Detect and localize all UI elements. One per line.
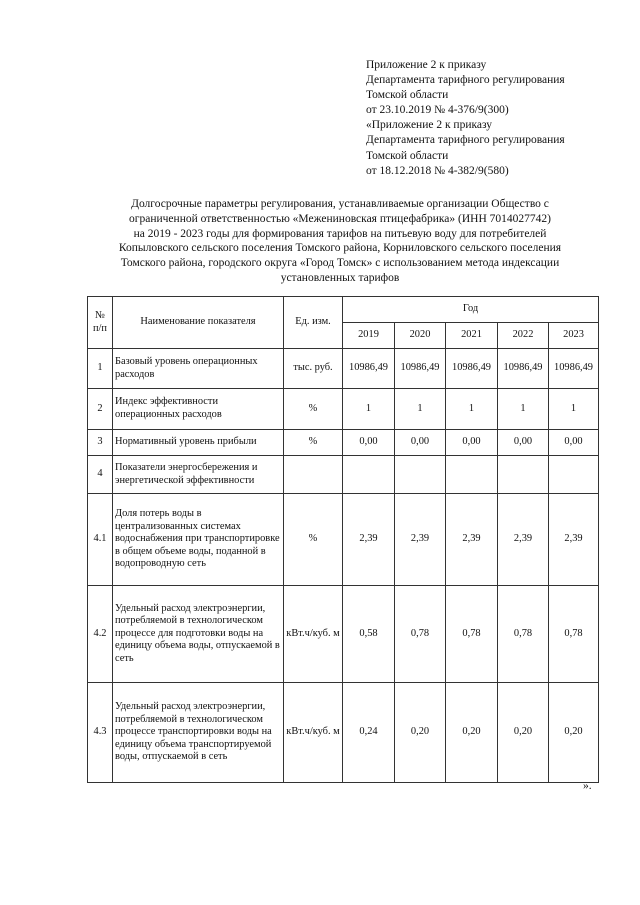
table-row	[88, 586, 599, 683]
document-title	[80, 197, 600, 286]
table-header-row	[88, 297, 599, 323]
header-name: Наименование показателя	[113, 297, 284, 349]
header-year: 2020	[395, 323, 446, 349]
row-value: 0,20	[498, 683, 549, 783]
row-value: 1	[395, 389, 446, 430]
row-value: 0,78	[498, 586, 549, 683]
row-value: 0,00	[446, 430, 498, 456]
appendix-line: Департамента тарифного регулирования	[366, 134, 565, 147]
row-num: 4	[88, 456, 113, 494]
appendix-line: от 18.12.2018 № 4-382/9(580)	[366, 164, 509, 177]
row-unit: %	[284, 389, 343, 430]
row-value: 1	[446, 389, 498, 430]
row-value: 0,00	[498, 430, 549, 456]
row-num: 1	[88, 349, 113, 389]
header-year: 2023	[549, 323, 599, 349]
row-unit: кВт.ч/куб. м	[284, 683, 343, 783]
row-unit: тыс. руб.	[284, 349, 343, 389]
row-value: 10986,49	[549, 349, 599, 389]
row-value: 2,39	[343, 494, 395, 586]
row-value: 0,00	[395, 430, 446, 456]
table-row	[88, 683, 599, 783]
appendix-line: Департамента тарифного регулирования	[366, 74, 565, 87]
appendix-line: Приложение 2 к приказу	[366, 59, 487, 71]
row-num: 4.1	[88, 494, 113, 586]
closing-quote: ».	[583, 780, 592, 792]
row-name: Удельный расход электроэнергии, потребляемой в технологическом процессе для подготовки воды на единицу объема воды, отпускаемой в сеть	[113, 586, 284, 683]
row-value: 10986,49	[446, 349, 498, 389]
header-year: 2022	[498, 323, 549, 349]
row-value: 0,58	[343, 586, 395, 683]
row-value: 2,39	[549, 494, 599, 586]
row-value	[498, 456, 549, 494]
row-value	[343, 456, 395, 494]
parameters-table	[87, 296, 599, 783]
row-value: 10986,49	[498, 349, 549, 389]
row-value: 1	[549, 389, 599, 430]
row-name: Удельный расход электроэнергии, потребляемой в технологическом процессе транспортировки воды на единицу объема транспортируемой воды, отпускаемой в сеть	[113, 683, 284, 783]
row-name: Показатели энергосбережения и энергетической эффективности	[113, 456, 284, 494]
table-row	[88, 494, 599, 586]
header-year: 2019	[343, 323, 395, 349]
row-value: 1	[498, 389, 549, 430]
row-value	[395, 456, 446, 494]
row-value: 0,00	[343, 430, 395, 456]
row-name: Доля потерь воды в централизованных системах водоснабжения при транспортировке в общем объеме воды, поданной в водопроводную сеть	[113, 494, 284, 586]
header-num: № п/п	[88, 297, 113, 349]
appendix-line: от 23.10.2019 № 4-376/9(300)	[366, 104, 509, 117]
row-value: 1	[343, 389, 395, 430]
header-year: 2021	[446, 323, 498, 349]
table-row	[88, 389, 599, 430]
row-value	[549, 456, 599, 494]
title-line: Томского района, городского округа «Город Томск» с использованием метода индексации	[120, 257, 560, 270]
header-unit: Ед. изм.	[284, 297, 343, 349]
row-value: 0,78	[446, 586, 498, 683]
row-name: Индекс эффективности операционных расходов	[113, 389, 284, 430]
row-unit: кВт.ч/куб. м	[284, 586, 343, 683]
appendix-line: Томской области	[366, 89, 449, 102]
row-value: 2,39	[395, 494, 446, 586]
row-value: 10986,49	[343, 349, 395, 389]
title-line: ограниченной ответственностью «Межениновская птицефабрика» (ИНН 7014027742)	[129, 212, 551, 225]
appendix-line: «Приложение 2 к приказу	[366, 119, 493, 132]
row-name: Нормативный уровень прибыли	[113, 430, 284, 456]
row-value: 0,78	[549, 586, 599, 683]
row-unit	[284, 456, 343, 494]
row-value: 10986,49	[395, 349, 446, 389]
title-line: на 2019 - 2023 годы для формирования тарифов на питьевую воду для потребителей	[133, 227, 547, 240]
table-row	[88, 430, 599, 456]
row-name: Базовый уровень операционных расходов	[113, 349, 284, 389]
row-value: 0,78	[395, 586, 446, 683]
row-num: 4.2	[88, 586, 113, 683]
row-value: 2,39	[446, 494, 498, 586]
row-value: 2,39	[498, 494, 549, 586]
row-value	[446, 456, 498, 494]
table-row	[88, 456, 599, 494]
row-unit: %	[284, 430, 343, 456]
row-value: 0,20	[395, 683, 446, 783]
title-line: Долгосрочные параметры регулирования, устанавливаемые организации Общество с	[131, 198, 549, 210]
row-num: 3	[88, 430, 113, 456]
row-num: 4.3	[88, 683, 113, 783]
row-value: 0,20	[446, 683, 498, 783]
title-line: установленных тарифов	[280, 271, 400, 284]
appendix-line: Томской области	[366, 149, 449, 162]
row-unit: %	[284, 494, 343, 586]
header-year-group: Год	[343, 297, 599, 323]
row-num: 2	[88, 389, 113, 430]
row-value: 0,20	[549, 683, 599, 783]
title-line: Копыловского сельского поселения Томского района, Корниловского сельского поселения	[118, 242, 562, 255]
appendix-header	[366, 58, 626, 179]
row-value: 0,24	[343, 683, 395, 783]
row-value: 0,00	[549, 430, 599, 456]
table-row	[88, 349, 599, 389]
